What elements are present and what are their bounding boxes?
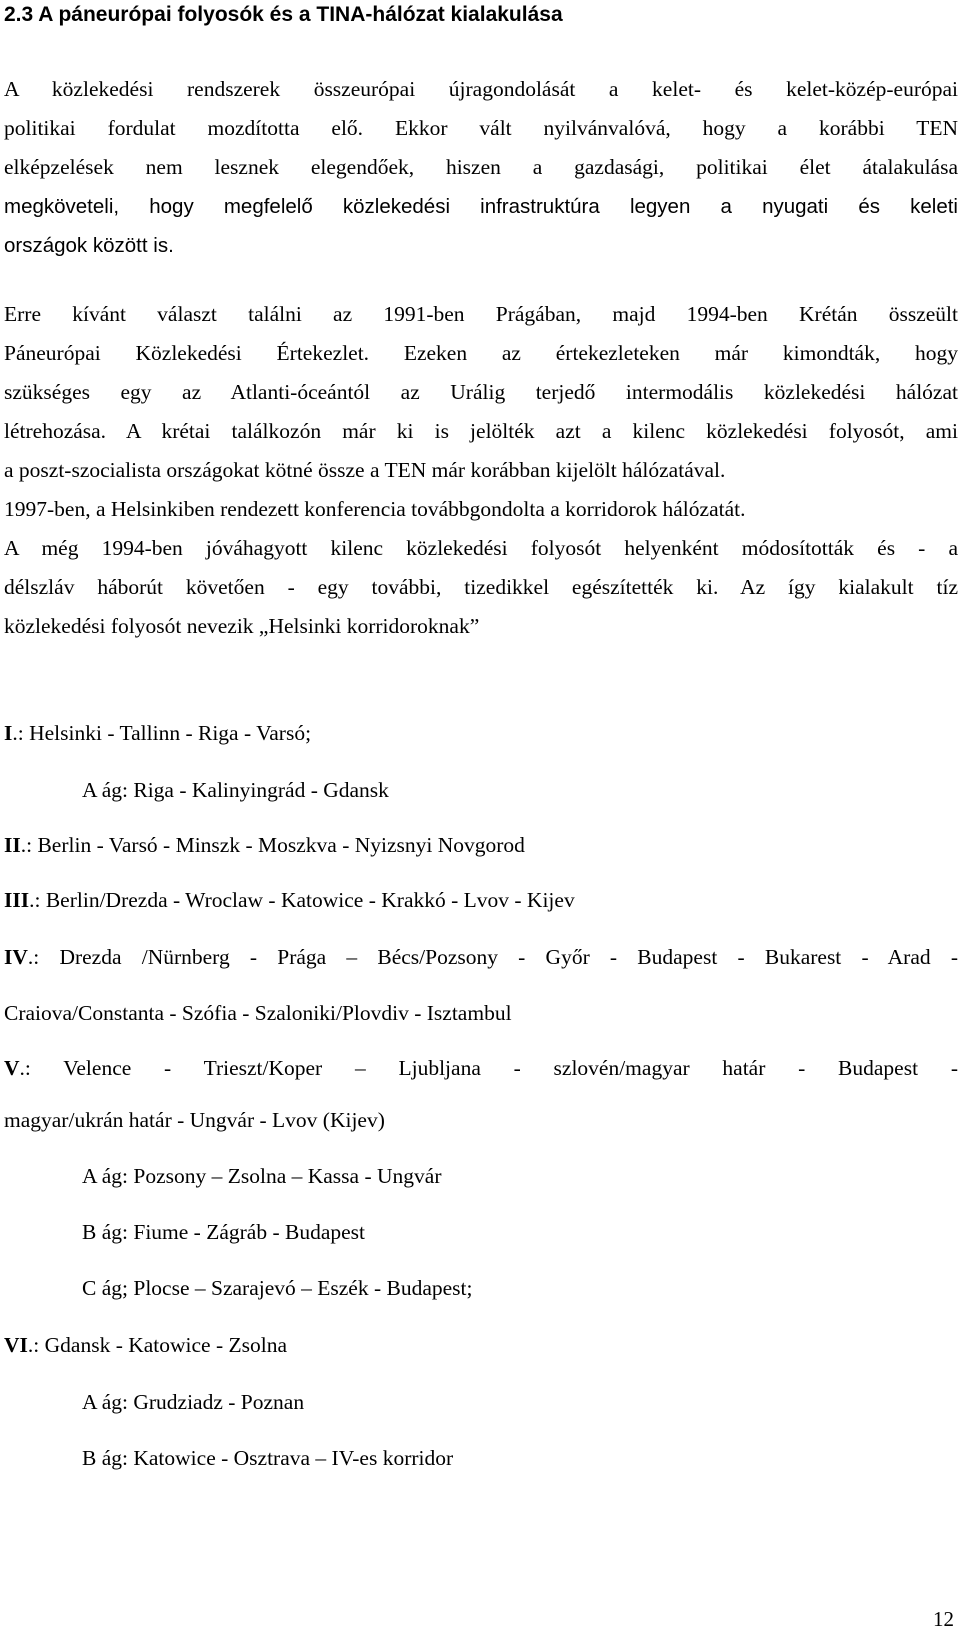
corridor-vi-branch-b: B ág: Katowice - Osztrava – IV-es korridor <box>82 1446 454 1470</box>
text-line: Craiova/Constanta - Szófia - Szaloniki/Plovdiv - Isztambul <box>4 1001 512 1025</box>
corridor-number: IV <box>4 945 28 969</box>
page-number: 12 <box>933 1607 954 1631</box>
corridor-route: .: Velence - Trieszt/Koper – Ljubljana - szlovén/magyar határ - Budapest - <box>19 1056 958 1080</box>
text-line: közlekedési folyosót nevezik „Helsinki korridoroknak” <box>4 614 480 638</box>
text-line <box>4 942 958 972</box>
corridor-number: VI <box>4 1333 28 1357</box>
corridor-i <box>4 718 311 748</box>
text-line: 1997-ben, a Helsinkiben rendezett konferencia továbbgondolta a korridorok hálózatát. <box>4 497 746 521</box>
text-line: létrehozása. A krétai találkozón már ki is jelölték azt a kilenc közlekedési folyosót, ami <box>4 419 958 443</box>
text-line: szükséges egy az Atlanti-óceántól az Urálig terjedő intermodális közlekedési hálózat <box>4 380 958 404</box>
corridor-vi <box>4 1330 287 1360</box>
paragraph-conferences <box>4 295 958 646</box>
text-line: A közlekedési rendszerek összeurópai újragondolását a kelet- és kelet-közép-európai <box>4 77 958 101</box>
text-line: a poszt-szocialista országokat kötné össze a TEN már korábban kijelölt hálózatával. <box>4 458 726 482</box>
text-line: Erre kívánt választ találni az 1991-ben Prágában, majd 1994-ben Krétán összeült <box>4 302 958 326</box>
corridor-number: V <box>4 1056 20 1080</box>
corridor-v-branch-a: A ág: Pozsony – Zsolna – Kassa - Ungvár <box>82 1164 442 1188</box>
corridor-route: .: Berlin - Varsó - Minszk - Moszkva - Nyizsnyi Novgorod <box>20 833 525 857</box>
corridor-number: I <box>4 721 13 745</box>
corridor-v-branch-b: B ág: Fiume - Zágráb - Budapest <box>82 1220 366 1244</box>
section-heading: 2.3 A páneurópai folyosók és a TINA-hálózat kialakulása <box>4 3 563 26</box>
corridor-route: .: Berlin/Drezda - Wroclaw - Katowice - Krakkó - Lvov - Kijev <box>29 888 575 912</box>
text-line: elképzelések nem lesznek elegendőek, hiszen a gazdasági, politikai élet átalakulása <box>4 155 958 179</box>
text-line: országok között is. <box>4 234 174 257</box>
text-line: politikai fordulat mozdította elő. Ekkor vált nyilvánvalóvá, hogy a korábbi TEN <box>4 116 958 140</box>
corridor-route: .: Drezda /Nürnberg - Prága – Bécs/Pozsony - Győr - Budapest - Bukarest - Arad - <box>27 945 958 969</box>
corridor-number: II <box>4 833 21 857</box>
text-line: Páneurópai Közlekedési Értekezlet. Ezeken az értekezleteken már kimondták, hogy <box>4 341 958 365</box>
corridor-route: .: Helsinki - Tallinn - Riga - Varsó; <box>12 721 312 745</box>
corridor-route: .: Gdansk - Katowice - Zsolna <box>27 1333 288 1357</box>
text-line: A még 1994-ben jóváhagyott kilenc közlekedési folyosót helyenként módosították és - a <box>4 536 958 560</box>
paragraph-intro <box>4 70 958 265</box>
text-line: megköveteli, hogy megfelelő közlekedési infrastruktúra legyen a nyugati és keleti <box>4 195 958 218</box>
corridor-iv <box>4 942 958 1028</box>
corridor-v <box>4 1053 958 1135</box>
text-line <box>4 1053 958 1083</box>
corridor-v-branch-c: C ág; Plocse – Szarajevó – Eszék - Budapest; <box>82 1276 473 1300</box>
text-line: délszláv háborút követően - egy további, tizedikkel egészítették ki. Az így kialakult tíz <box>4 575 958 599</box>
text-line: magyar/ukrán határ - Ungvár - Lvov (Kijev) <box>4 1108 385 1132</box>
corridor-ii <box>4 830 525 860</box>
corridor-i-branch-a: A ág: Riga - Kalinyingrád - Gdansk <box>82 778 389 802</box>
corridor-iii <box>4 885 575 915</box>
corridor-vi-branch-a: A ág: Grudziadz - Poznan <box>82 1390 305 1414</box>
corridor-number: III <box>4 888 30 912</box>
